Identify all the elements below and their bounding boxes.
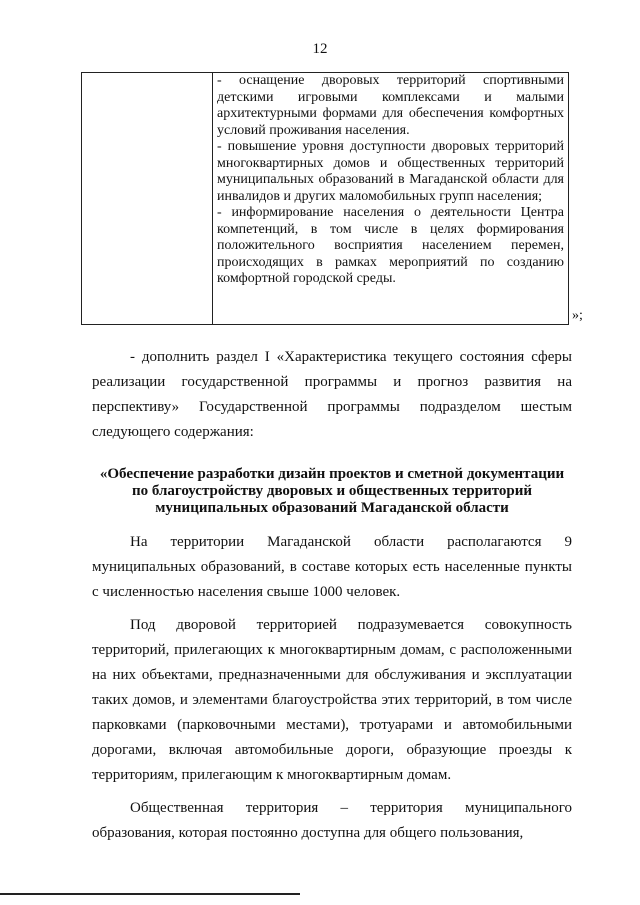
amendment-block	[92, 345, 572, 445]
body-text	[92, 530, 572, 846]
section-heading: «Обеспечение разработки дизайн проектов и сметной документации по благоустройству дворовых и общественных территорий муниципальных образований Магаданской области	[99, 466, 565, 516]
table-item: - оснащение дворовых территорий спортивными детскими игровыми комплексами и малыми архитектурными формами для обеспечения комфортных условий проживания населения.	[217, 73, 564, 138]
body-paragraph: Общественная территория – территория муниципального образования, которая постоянно доступна для общего пользования,	[92, 800, 572, 841]
table-item: - повышение уровня доступности дворовых территорий многоквартирных домов и общественных территорий муниципальных образований в Магаданской области для инвалидов и других маломобильных групп населения;	[217, 139, 564, 204]
table-left-cell	[82, 73, 213, 324]
amendment-paragraph: - дополнить раздел I «Характеристика текущего состояния сферы реализации государственной программы и прогноз развития на перспективу» Государственной программы подразделом шестым следующего содержания:	[92, 349, 572, 440]
body-paragraph: На территории Магаданской области располагаются 9 муниципальных образований, в составе которых есть населенные пункты с численностью населения свыше 1000 человек.	[92, 534, 572, 600]
closing-quote: »;	[572, 308, 583, 323]
body-paragraph: Под дворовой территорией подразумевается совокупность территорий, прилегающих к многоквартирным домам, с расположенными на них объектами, предназначенными для обслуживания и эксплуатации таких домов, и элементами благоустройства этих территорий, в том числе парковками (парковочными местами), тротуарами и автомобильными дорогами, включая автомобильные дороги, образующие проезды к территориям, прилегающим к многоквартирным домам.	[92, 617, 572, 783]
table	[81, 72, 569, 325]
bottom-rule	[0, 893, 300, 895]
table-item: - информирование населения о деятельности Центра компетенций, в том числе в целях формирования положительного восприятия населением перемен, происходящих в рамках мероприятий по созданию комфортной городской среды.	[217, 205, 564, 286]
page-number: 12	[312, 41, 328, 57]
table-right-cell	[213, 73, 568, 324]
